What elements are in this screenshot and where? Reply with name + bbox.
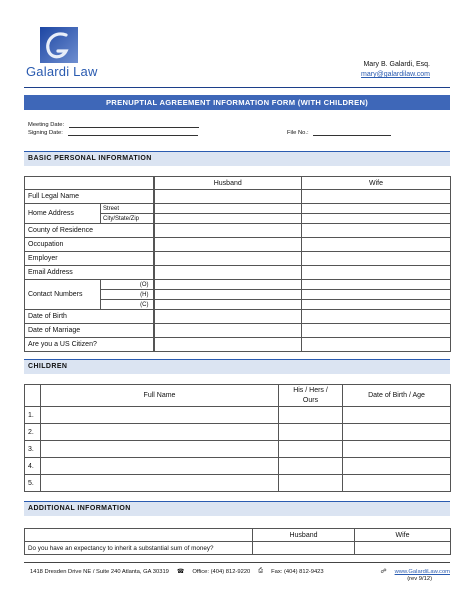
child-dob-field[interactable] bbox=[343, 458, 451, 475]
cell-phone-label: (C) bbox=[101, 300, 154, 310]
section-children: CHILDREN bbox=[24, 359, 450, 374]
wife-dob-field[interactable] bbox=[302, 310, 451, 324]
wife-county-field[interactable] bbox=[302, 224, 451, 238]
home-phone-label: (H) bbox=[101, 290, 154, 300]
husband-email-field[interactable] bbox=[154, 266, 302, 280]
husband-city-field[interactable] bbox=[154, 214, 302, 224]
file-number-row bbox=[287, 129, 391, 136]
child-whose-field[interactable] bbox=[279, 441, 343, 458]
wife-email-field[interactable] bbox=[302, 266, 451, 280]
husband-dob-field[interactable] bbox=[154, 310, 302, 324]
table-row bbox=[25, 475, 451, 492]
husband-occupation-field[interactable] bbox=[154, 238, 302, 252]
husband-column-header: Husband bbox=[253, 529, 355, 542]
revision-note: (rev 9/12) bbox=[407, 576, 432, 582]
row-number: 5. bbox=[25, 475, 41, 492]
wife-column-header: Wife bbox=[355, 529, 451, 542]
galardi-g-logo bbox=[26, 27, 88, 67]
footer-address: 1418 Dresden Drive NE / Suite 240 Atlanta, GA 30319 bbox=[30, 568, 169, 575]
date-of-marriage-label: Date of Marriage bbox=[25, 324, 154, 338]
file-number-label: File No.: bbox=[287, 130, 309, 136]
child-name-field[interactable] bbox=[41, 424, 279, 441]
globe-icon: ☍ bbox=[380, 569, 387, 575]
husband-cell-phone-field[interactable] bbox=[154, 300, 302, 310]
meeting-date-label: Meeting Date: bbox=[28, 122, 65, 128]
row-number: 4. bbox=[25, 458, 41, 475]
attorney-name: Mary B. Galardi, Esq. bbox=[363, 61, 430, 68]
table-row bbox=[25, 458, 451, 475]
table-row bbox=[25, 238, 451, 252]
child-name-field[interactable] bbox=[41, 458, 279, 475]
footer-office-phone: Office: (404) 812-9220 bbox=[192, 568, 251, 575]
table-row bbox=[25, 204, 451, 214]
husband-full-name-field[interactable] bbox=[154, 190, 302, 204]
row-number: 1. bbox=[25, 407, 41, 424]
child-dob-field[interactable] bbox=[343, 475, 451, 492]
husband-office-phone-field[interactable] bbox=[154, 280, 302, 290]
wife-office-phone-field[interactable] bbox=[302, 280, 451, 290]
husband-citizen-field[interactable] bbox=[154, 338, 302, 352]
his-hers-header-line1: His / Hers / bbox=[293, 386, 328, 394]
table-row bbox=[25, 266, 451, 280]
child-name-field[interactable] bbox=[41, 475, 279, 492]
personal-info-table bbox=[24, 176, 451, 352]
child-name-field[interactable] bbox=[41, 407, 279, 424]
contact-numbers-label: Contact Numbers bbox=[25, 280, 101, 310]
husband-column-header: Husband bbox=[154, 177, 302, 190]
child-whose-field[interactable] bbox=[279, 458, 343, 475]
phone-icon: ☎ bbox=[176, 569, 185, 575]
table-row bbox=[25, 310, 451, 324]
child-name-field[interactable] bbox=[41, 441, 279, 458]
wife-cell-phone-field[interactable] bbox=[302, 300, 451, 310]
table-row bbox=[25, 407, 451, 424]
wife-home-phone-field[interactable] bbox=[302, 290, 451, 300]
child-dob-field[interactable] bbox=[343, 441, 451, 458]
table-header-row bbox=[25, 529, 451, 542]
office-phone-label: (O) bbox=[101, 280, 154, 290]
signing-date-field[interactable] bbox=[68, 129, 198, 136]
table-row bbox=[25, 542, 451, 555]
inheritance-question: Do you have an expectancy to inherit a substantial sum of money? bbox=[25, 542, 253, 555]
section-additional: ADDITIONAL INFORMATION bbox=[24, 501, 450, 516]
wife-inheritance-field[interactable] bbox=[355, 542, 451, 555]
child-whose-field[interactable] bbox=[279, 407, 343, 424]
email-link[interactable]: mary@galardilaw.com bbox=[361, 71, 430, 78]
wife-street-field[interactable] bbox=[302, 204, 451, 214]
date-of-birth-label: Date of Birth bbox=[25, 310, 154, 324]
footer-divider bbox=[24, 562, 450, 563]
table-row bbox=[25, 338, 451, 352]
husband-county-field[interactable] bbox=[154, 224, 302, 238]
dob-age-column-header: Date of Birth / Age bbox=[343, 385, 451, 407]
meeting-date-field[interactable] bbox=[69, 121, 199, 128]
employer-label: Employer bbox=[25, 252, 154, 266]
file-number-field[interactable] bbox=[313, 129, 391, 136]
form-title: PRENUPTIAL AGREEMENT INFORMATION FORM (WITH CHILDREN) bbox=[24, 95, 450, 110]
table-row bbox=[25, 224, 451, 238]
occupation-label: Occupation bbox=[25, 238, 154, 252]
husband-dom-field[interactable] bbox=[154, 324, 302, 338]
wife-column-header: Wife bbox=[302, 177, 451, 190]
additional-info-table bbox=[24, 528, 451, 555]
signing-date-row bbox=[28, 129, 198, 136]
row-number: 3. bbox=[25, 441, 41, 458]
empty-header-cell bbox=[25, 385, 41, 407]
husband-street-field[interactable] bbox=[154, 204, 302, 214]
row-number: 2. bbox=[25, 424, 41, 441]
header-divider bbox=[24, 87, 450, 88]
city-state-zip-label: City/State/Zip bbox=[101, 214, 154, 224]
wife-full-name-field[interactable] bbox=[302, 190, 451, 204]
table-header-row bbox=[25, 177, 451, 190]
wife-dom-field[interactable] bbox=[302, 324, 451, 338]
husband-employer-field[interactable] bbox=[154, 252, 302, 266]
child-whose-field[interactable] bbox=[279, 475, 343, 492]
us-citizen-label: Are you a US Citizen? bbox=[25, 338, 154, 352]
brand-name: Galardi Law bbox=[26, 64, 98, 79]
child-dob-field[interactable] bbox=[343, 424, 451, 441]
meeting-date-row bbox=[28, 121, 199, 128]
full-name-column-header: Full Name bbox=[41, 385, 279, 407]
full-name-label: Full Legal Name bbox=[25, 190, 154, 204]
home-address-label: Home Address bbox=[25, 204, 101, 224]
table-header-row bbox=[25, 385, 451, 407]
wife-employer-field[interactable] bbox=[302, 252, 451, 266]
email-address-label: Email Address bbox=[25, 266, 154, 280]
table-row bbox=[25, 252, 451, 266]
empty-header-cell bbox=[25, 529, 253, 542]
husband-inheritance-field[interactable] bbox=[253, 542, 355, 555]
footer-fax: Fax: (404) 812-9423 bbox=[271, 568, 324, 575]
signing-date-label: Signing Date: bbox=[28, 130, 63, 136]
child-dob-field[interactable] bbox=[343, 407, 451, 424]
table-row bbox=[25, 324, 451, 338]
table-row bbox=[25, 280, 451, 290]
table-row bbox=[25, 424, 451, 441]
county-label: County of Residence bbox=[25, 224, 154, 238]
section-basic-personal: BASIC PERSONAL INFORMATION bbox=[24, 151, 450, 166]
husband-home-phone-field[interactable] bbox=[154, 290, 302, 300]
wife-city-field[interactable] bbox=[302, 214, 451, 224]
table-row bbox=[25, 190, 451, 204]
his-hers-header-line2: Ours bbox=[302, 396, 319, 404]
child-whose-field[interactable] bbox=[279, 424, 343, 441]
his-hers-ours-column-header bbox=[279, 385, 343, 407]
footer-website-link[interactable]: www.GalardiLaw.com bbox=[394, 568, 450, 575]
wife-occupation-field[interactable] bbox=[302, 238, 451, 252]
street-label: Street bbox=[101, 204, 154, 214]
wife-citizen-field[interactable] bbox=[302, 338, 451, 352]
children-table bbox=[24, 384, 451, 492]
empty-header-cell bbox=[25, 177, 154, 190]
fax-icon: ⎙ bbox=[258, 568, 264, 574]
table-row bbox=[25, 441, 451, 458]
footer bbox=[30, 568, 450, 575]
